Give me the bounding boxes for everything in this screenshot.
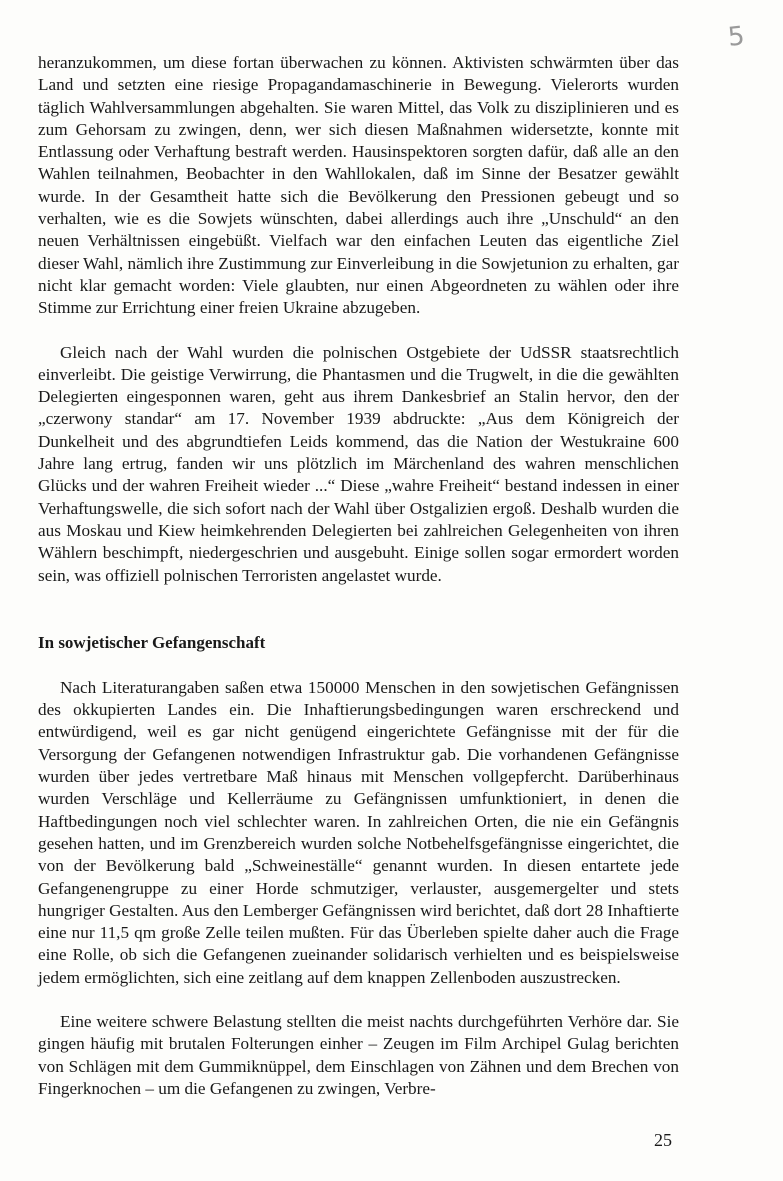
paragraph: Eine weitere schwere Belastung stellten die meist nachts durchgeführten Verhöre dar. Sie gingen häufig mit brutalen Folterungen einher – Zeugen im Film Archipel Gulag berichten von Schlägen mit dem Gummiknüppel, dem Einschlagen von Zähnen und dem Brechen von Fingerknochen – um die Gefangenen zu zwingen, Verbre- <box>38 1011 679 1098</box>
paragraph: Gleich nach der Wahl wurden die polnischen Ostgebiete der UdSSR staatsrechtlich einverleibt. Die geistige Verwirrung, die Phantasmen und die Trugwelt, in die die gewählten Delegierten eingesponnen waren, geht aus ihrem Dankesbrief an Stalin hervor, den der „czerwony standar“ am 17. November 1939 abdruckte: „Aus dem Königreich der Dunkelheit und des abgrundtiefen Leids kommend, das die Nation der Westukraine 600 Jahre lang ertrug, fanden wir uns plötzlich im Märchenland des wahren menschlichen Glücks und der wahren Freiheit wieder ...“ Diese „wahre Freiheit“ bestand indessen in einer Verhaftungswelle, die sich sofort nach der Wahl über Ostgalizien ergoß. Deshalb wurden die aus Moskau und Kiew heimkehrenden Delegierten bei zahlreichen Gelegenheiten von ihren Wählern beschimpft, niedergeschrien und ausgebuht. Einige sollen sogar ermordert worden sein, was offiziell polnischen Terroristen angelastet wurde. <box>38 342 679 585</box>
paragraph: Nach Literaturangaben saßen etwa 150000 Menschen in den sowjetischen Gefängnissen des okkupierten Landes ein. Die Inhaftierungsbedingungen waren erschreckend und entwürdigend, weil es gar nicht genügend eingerichtete Gefängnisse mit der für die Versorgung der Gefangenen notwendigen Infrastruktur gab. Die vorhandenen Gefängnisse wurden über jedes vertretbare Maß hinaus mit Menschen vollgepfercht. Darüberhinaus wurden Verschläge und Kellerräume zu Gefängnissen umfunktioniert, in denen die Haftbedingungen noch viel schlechter waren. In zahlreichen Orten, die nie ein Gefängnis gesehen hatten, und im Grenzbereich wurden solche Notbehelfsgefängnisse eingerichtet, die von der Bevölkerung bald „Schweineställe“ genannt wurden. In diesen entartete jede Gefangenengruppe zu einer Horde schmutziger, verlauster, ausgemergelter und stets hungriger Gestalten. Aus den Lemberger Gefängnissen wird berichtet, daß dort 28 Inhaftierte eine nur 11,5 qm große Zelle teilen mußten. Für das Überleben spielte daher auch die Frage eine Rolle, ob sich die Gefangenen zueinander solidarisch verhielten und es beispielsweise jedem ermöglichten, sich eine zeitlang auf dem knappen Zellenboden auszustrecken. <box>38 677 679 987</box>
paragraph-continuation: heranzukommen, um diese fortan überwachen zu können. Aktivisten schwärmten über das Land und setzten eine riesige Propagandamaschinerie in Bewegung. Vielerorts wurden täglich Wahlversammlungen abgehalten. Sie waren Mittel, das Volk zu disziplinieren und es zum Gehorsam zu zwingen, denn, wer sich diesen Maßnahmen widersetzte, konnte mit Entlassung oder Verhaftung bestraft werden. Hausinspektoren sorgten dafür, daß alle an den Wahlen teilnahmen, Beobachter in den Wahllokalen, daß im Sinne der Besatzer gewählt wurde. In der Gesamtheit hatte sich die Bevölkerung den Pressionen gebeugt und so verhalten, wie es die Sowjets wünschten, dabei allerdings auch ihre „Unschuld“ an den neuen Verhältnissen eingebüßt. Vielfach war den einfachen Leuten das eigentliche Ziel dieser Wahl, nämlich ihre Zustimmung zur Einverleibung in die Sowjetunion zu erhalten, gar nicht klar gemacht worden: Viele glaubten, nur einen Abgeordneten zu wählen oder ihre Stimme zur Errichtung einer freien Ukraine abzugeben. <box>38 53 679 318</box>
page-number: 25 <box>654 1130 672 1150</box>
body-text <box>38 52 679 1100</box>
handwritten-margin-note: 5 <box>726 21 747 53</box>
section-heading: In sowjetischer Gefangenschaft <box>38 632 266 652</box>
